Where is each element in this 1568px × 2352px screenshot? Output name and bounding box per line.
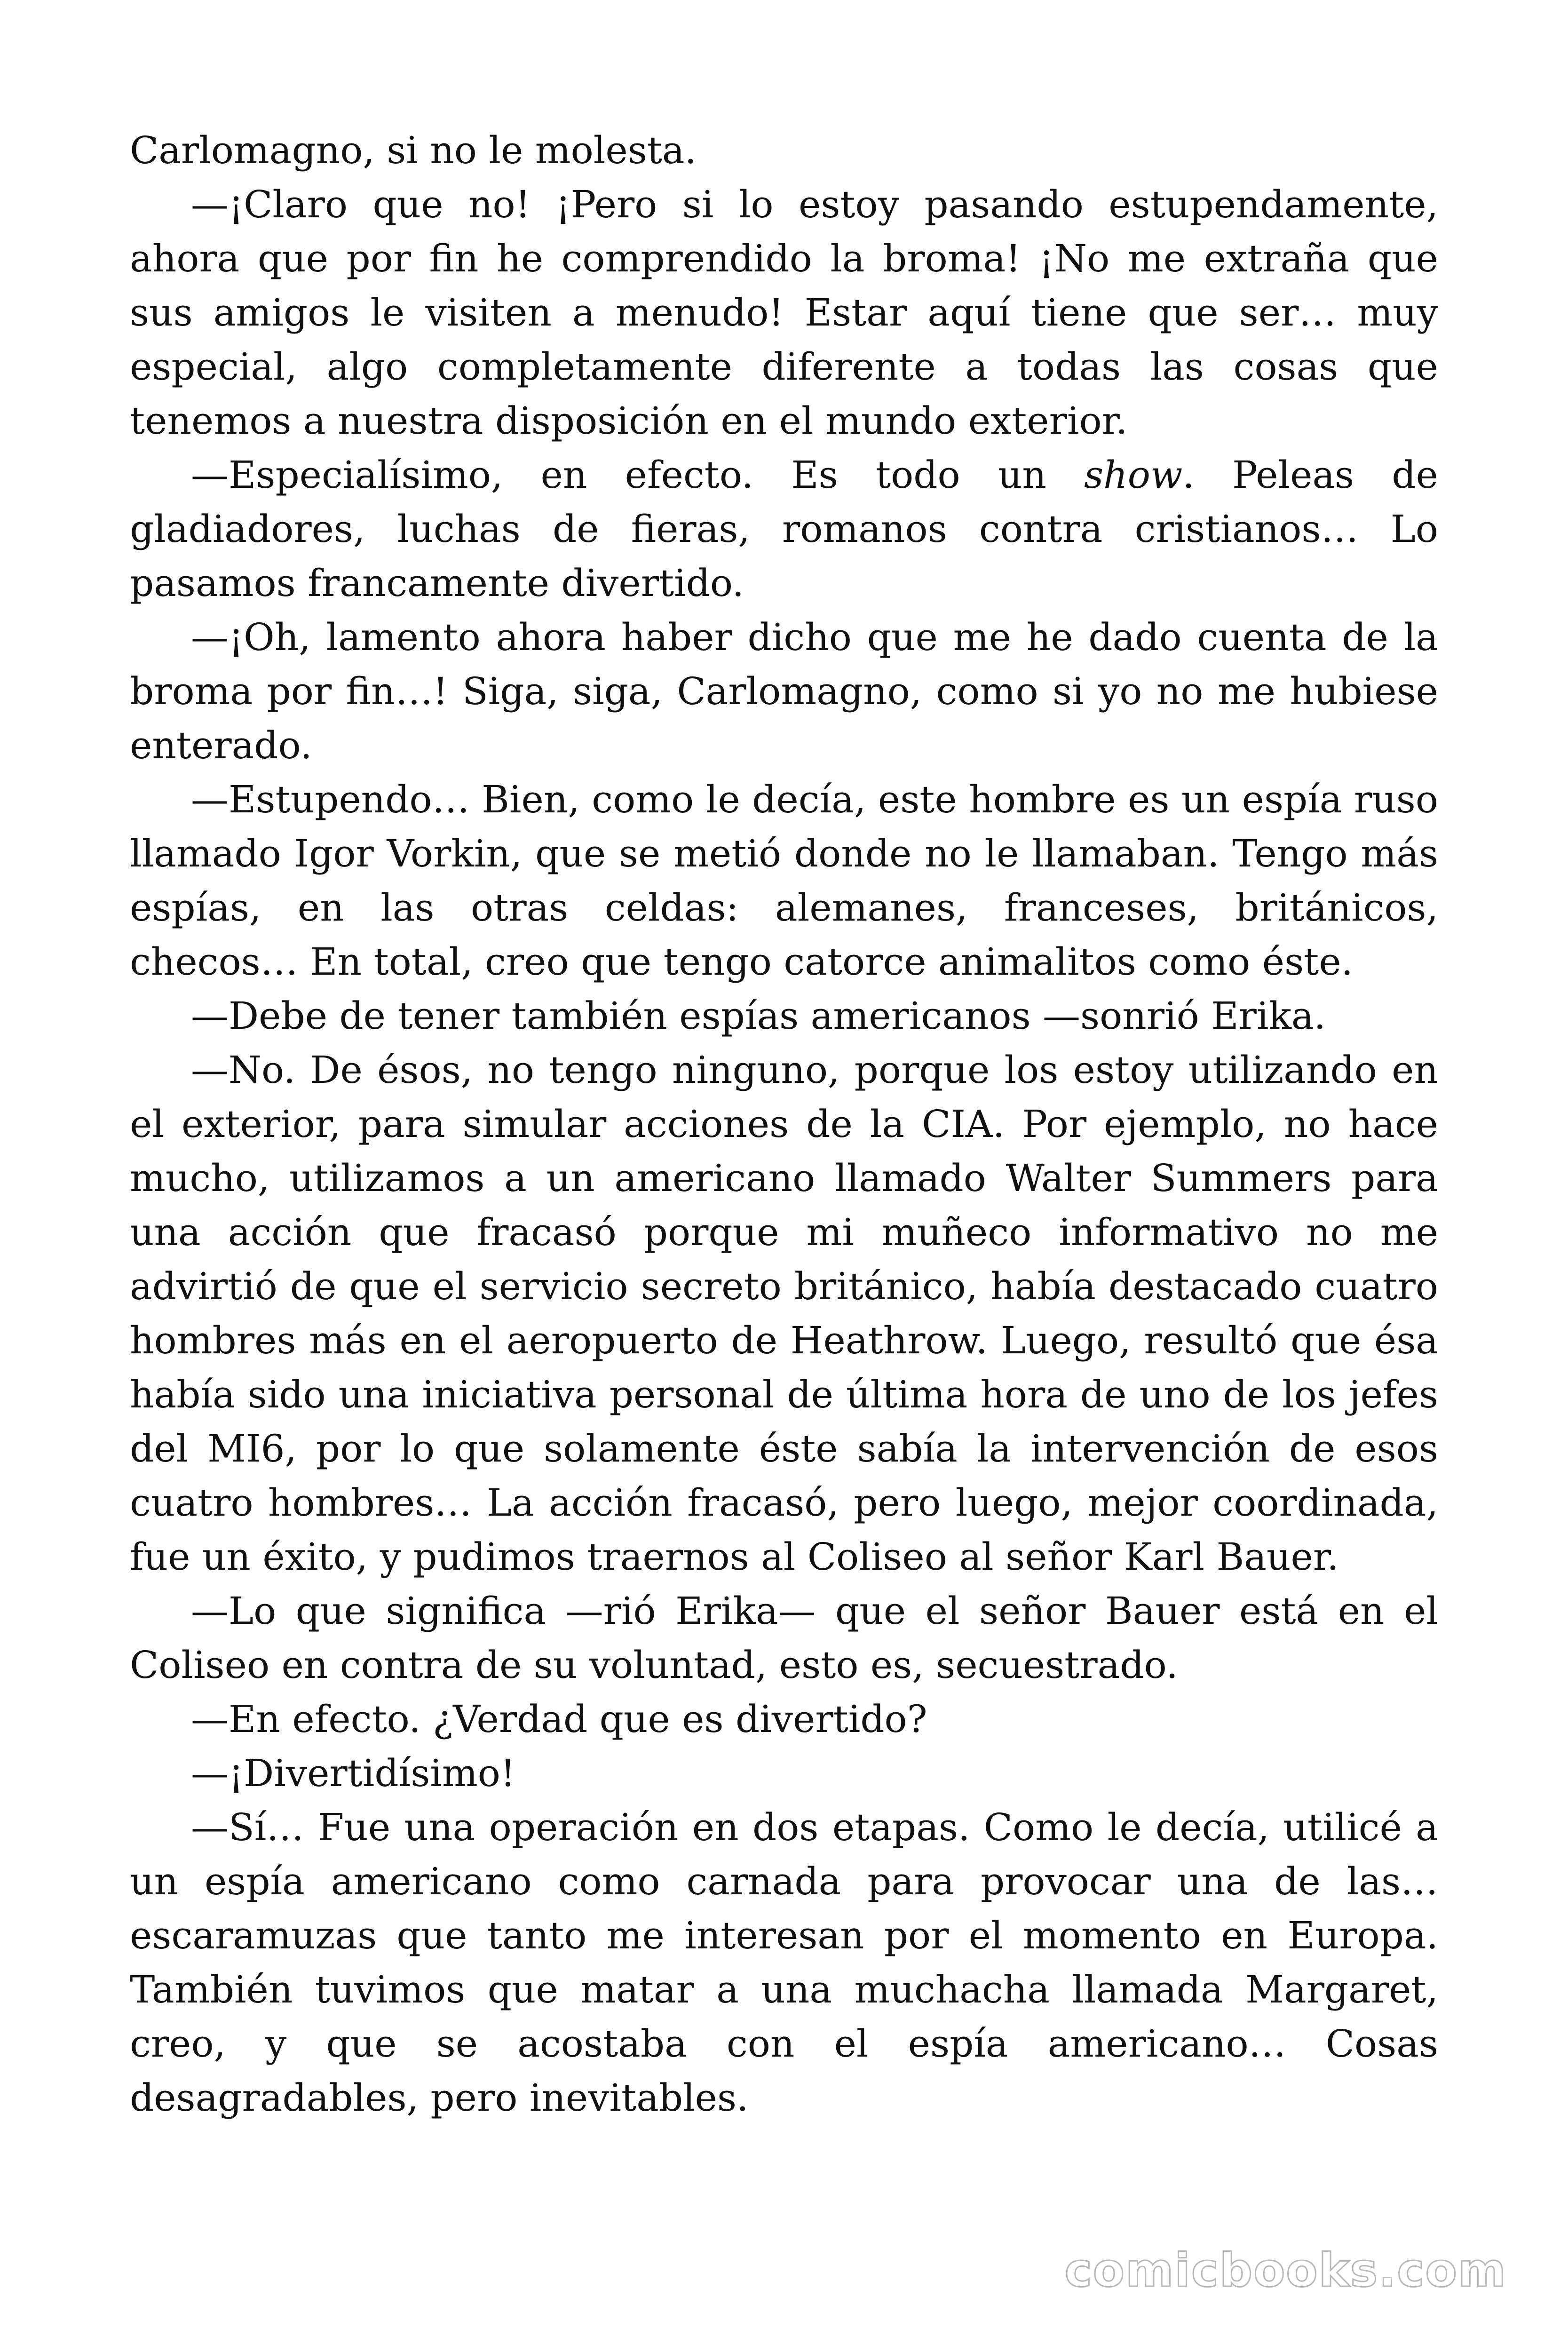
paragraph: —Sí… Fue una operación en dos etapas. Como le decía, utilicé a un espía americano como carnada para provocar una de las… escaramuzas que tanto me interesan por el momento en Europa. También tuvimos que matar a una muchacha llamada Margaret, creo, y que se acostaba con el espía americano… Cosas desagradables, pero inevitables. <box>130 1805 1438 2120</box>
paragraph: —¡Divertidísimo! <box>191 1751 515 1795</box>
paragraph <box>130 448 1438 610</box>
paragraph: —¡Claro que no! ¡Pero si lo estoy pasando estupendamente, ahora que por fin he comprendido la broma! ¡No me extraña que sus amigos le visiten a menudo! Estar aquí tiene que ser… muy especial, algo completamente diferente a todas las cosas que tenemos a nuestra disposición en el mundo exterior. <box>130 183 1438 443</box>
paragraph: —¡Oh, lamento ahora haber dicho que me he dado cuenta de la broma por fin…! Siga, siga, Carlomagno, como si yo no me hubiese enterado. <box>130 615 1438 767</box>
italic-word: show <box>1084 453 1183 497</box>
paragraph: —Estupendo… Bien, como le decía, este hombre es un espía ruso llamado Igor Vorkin, que se metió donde no le llamaban. Tengo más espías, en las otras celdas: alemanes, franceses, británicos, checos… En total, creo que tengo catorce animalitos como éste. <box>130 778 1438 984</box>
paragraph-text: . Peleas de gladiadores, luchas de fieras, romanos contra cristianos… Lo pasamos francamente divertido. <box>130 453 1438 605</box>
paragraph: —Lo que significa —rió Erika— que el señor Bauer está en el Coliseo en contra de su voluntad, esto es, secuestrado. <box>130 1589 1438 1687</box>
watermark: comicbooks.com <box>1064 2244 1507 2297</box>
page-body-text <box>130 123 1438 2125</box>
paragraph: Carlomagno, si no le molesta. <box>130 128 697 172</box>
paragraph: —No. De ésos, no tengo ninguno, porque los estoy utilizando en el exterior, para simular acciones de la CIA. Por ejemplo, no hace mucho, utilizamos a un americano llamado Walter Summers para una acción que fracasó porque mi muñeco informativo no me advirtió de que el servicio secreto británico, había destacado cuatro hombres más en el aeropuerto de Heathrow. Luego, resultó que ésa había sido una iniciativa personal de última hora de uno de los jefes del MI6, por lo que solamente éste sabía la intervención de esos cuatro hombres… La acción fracasó, pero luego, mejor coordinada, fue un éxito, y pudimos traernos al Coliseo al señor Karl Bauer. <box>130 1048 1438 1579</box>
paragraph: —En efecto. ¿Verdad que es divertido? <box>191 1697 927 1741</box>
paragraph-text: —Especialísimo, en efecto. Es todo un <box>191 453 1085 497</box>
paragraph: —Debe de tener también espías americanos —sonrió Erika. <box>191 994 1326 1038</box>
